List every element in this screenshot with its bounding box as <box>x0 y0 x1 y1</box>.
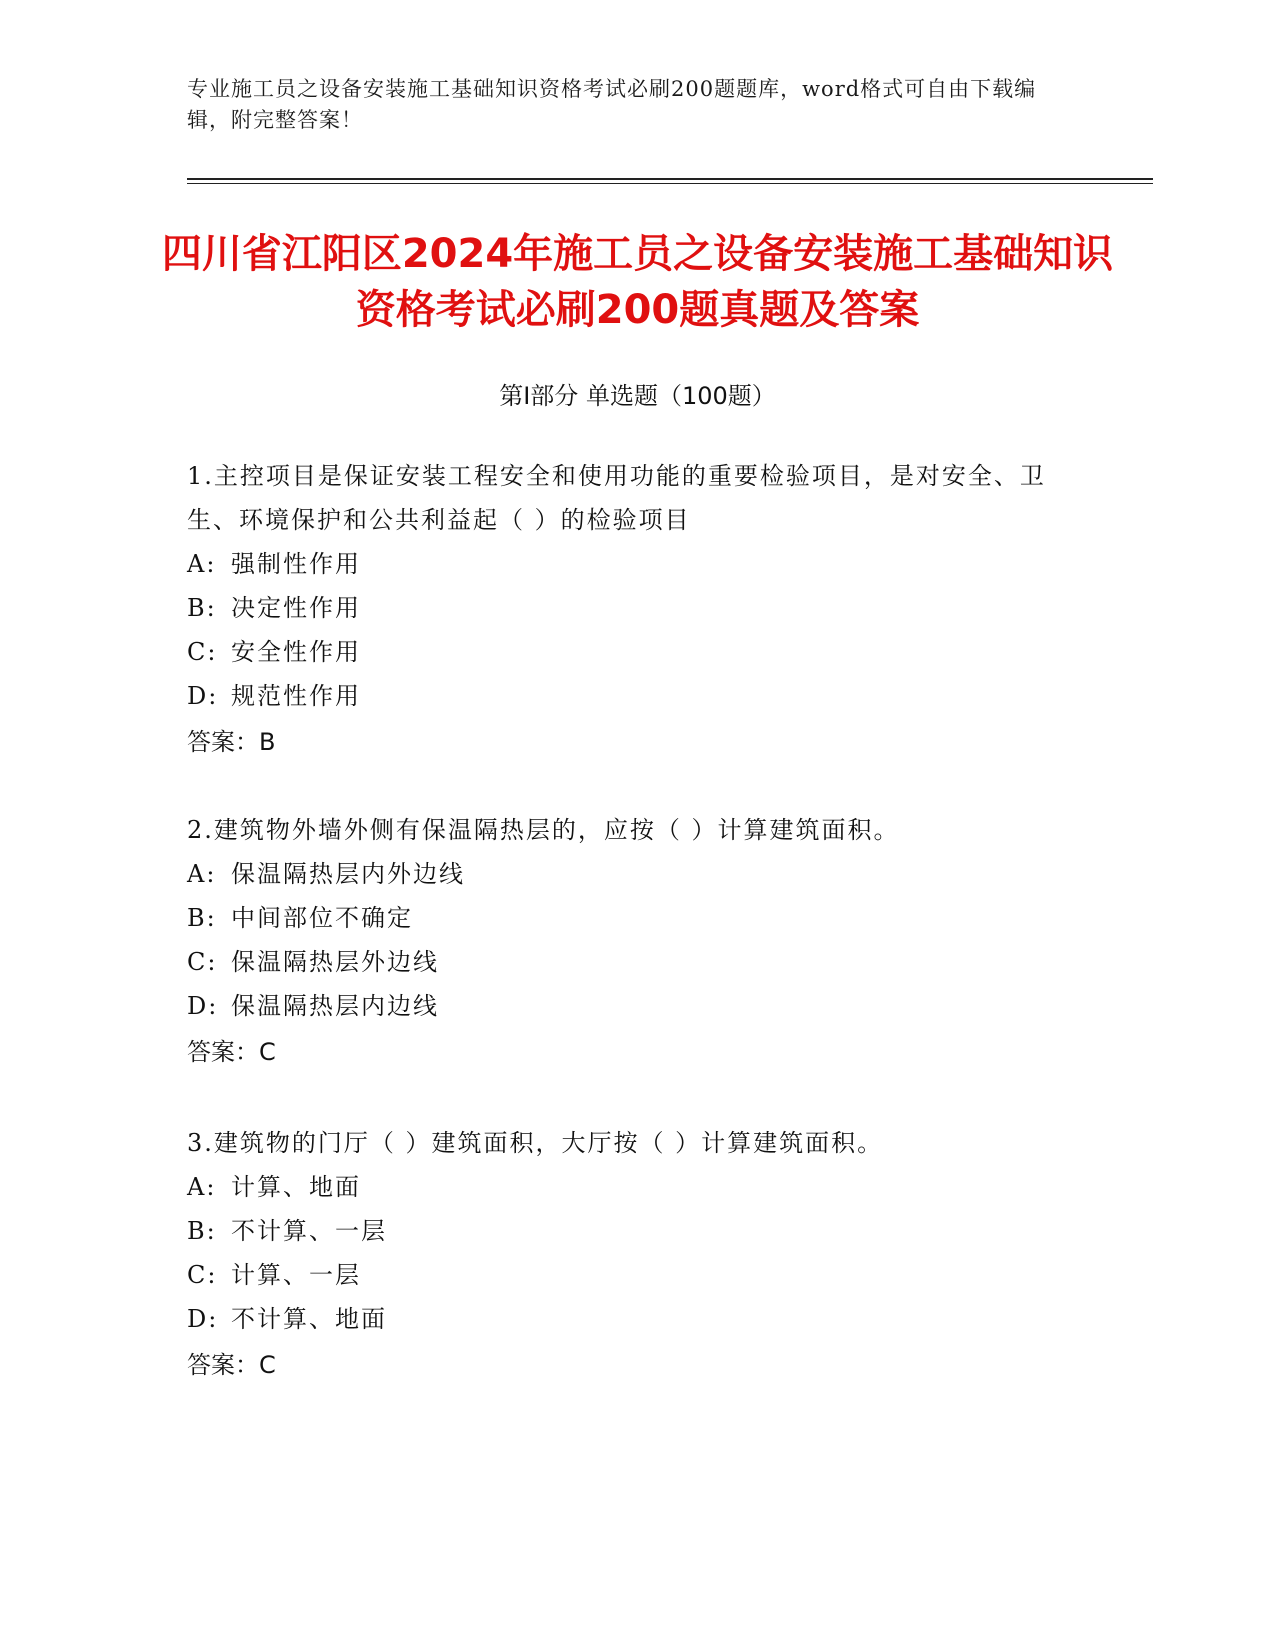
option-key: D: <box>187 682 219 710</box>
option-text: 安全性作用 <box>231 638 361 666</box>
document-title: 四川省江阳区2024年施工员之设备安装施工基础知识资格考试必刷200题真题及答案 <box>161 231 1114 333</box>
option-key: C: <box>187 1261 218 1289</box>
option-key: A: <box>187 860 217 888</box>
answer-line: 答案：C <box>187 1038 276 1066</box>
question-stem: 3.建筑物的门厅（ ）建筑面积，大厅按（ ）计算建筑面积。 <box>187 1129 884 1157</box>
option-text: 决定性作用 <box>231 594 361 622</box>
option-text: 规范性作用 <box>231 682 361 710</box>
option-d <box>187 984 1067 1028</box>
option-key: D: <box>187 1305 219 1333</box>
question-1 <box>187 454 1067 764</box>
option-text: 中间部位不确定 <box>231 904 413 932</box>
option-key: C: <box>187 948 218 976</box>
header-divider-thin <box>187 183 1153 184</box>
section-heading: 第Ⅰ部分 单选题（100题） <box>499 382 776 410</box>
option-text: 计算、一层 <box>231 1261 361 1289</box>
option-text: 保温隔热层外边线 <box>231 948 439 976</box>
option-key: A: <box>187 1173 217 1201</box>
option-key: C: <box>187 638 218 666</box>
option-text: 保温隔热层内边线 <box>231 992 439 1020</box>
option-c <box>187 1253 1067 1297</box>
option-a <box>187 852 1067 896</box>
option-text: 计算、地面 <box>231 1173 361 1201</box>
option-b <box>187 896 1067 940</box>
option-c <box>187 630 1067 674</box>
option-d <box>187 1297 1067 1341</box>
option-text: 不计算、地面 <box>231 1305 387 1333</box>
option-a <box>187 542 1067 586</box>
option-d <box>187 674 1067 718</box>
option-b <box>187 1209 1067 1253</box>
question-3 <box>187 1121 1067 1387</box>
question-stem: 1.主控项目是保证安装工程安全和使用功能的重要检验项目，是对安全、卫生、环境保护和公共利益起（ ）的检验项目 <box>187 462 1046 534</box>
question-2 <box>187 808 1067 1074</box>
option-key: B: <box>187 1217 217 1245</box>
option-key: D: <box>187 992 219 1020</box>
option-key: B: <box>187 904 217 932</box>
question-stem: 2.建筑物外墙外侧有保温隔热层的，应按（ ）计算建筑面积。 <box>187 816 900 844</box>
header-divider-thick <box>187 178 1153 180</box>
option-key: B: <box>187 594 217 622</box>
answer-line: 答案：C <box>187 1351 276 1379</box>
option-a <box>187 1165 1067 1209</box>
option-text: 保温隔热层内外边线 <box>231 860 465 888</box>
option-key: A: <box>187 550 217 578</box>
option-b <box>187 586 1067 630</box>
option-text: 强制性作用 <box>231 550 361 578</box>
header-note: 专业施工员之设备安装施工基础知识资格考试必刷200题题库，word格式可自由下载编辑，附完整答案！ <box>187 77 1037 132</box>
option-text: 不计算、一层 <box>231 1217 387 1245</box>
option-c <box>187 940 1067 984</box>
answer-line: 答案：B <box>187 728 276 756</box>
